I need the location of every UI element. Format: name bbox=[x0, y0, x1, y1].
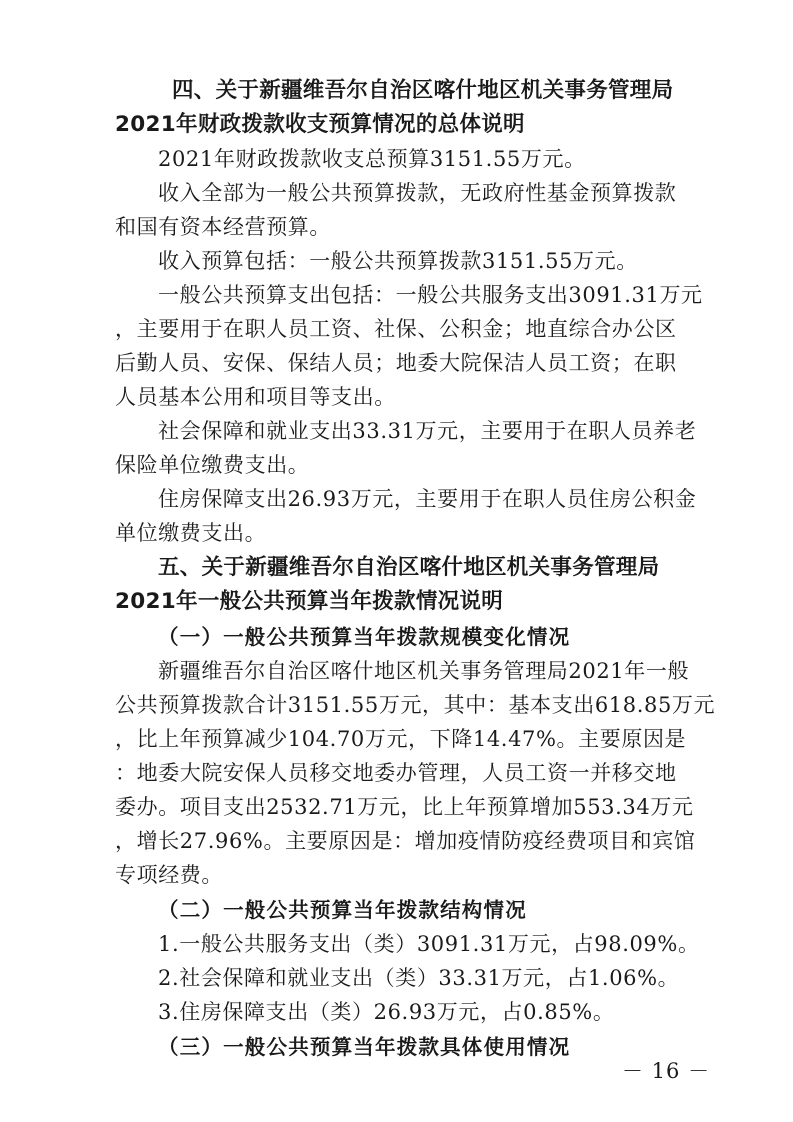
section4-paragraph: 后勤人员、安保、保结人员；地委大院保洁人员工资；在职 bbox=[115, 351, 677, 375]
structure-list-item: 3.住房保障支出（类）26.93万元，占0.85%。 bbox=[158, 1000, 615, 1024]
structure-list-item: 2.社会保障和就业支出（类）33.31万元，占1.06%。 bbox=[158, 966, 680, 990]
section4-paragraph: 住房保障支出26.93万元，主要用于在职人员住房公积金 bbox=[158, 487, 697, 511]
section4-paragraph: 收入全部为一般公共预算拨款，无政府性基金预算拨款 bbox=[158, 181, 677, 205]
section4-paragraph: 人员基本公用和项目等支出。 bbox=[115, 385, 396, 409]
section4-paragraph: 保险单位缴费支出。 bbox=[115, 453, 310, 477]
section4-paragraph: 2021年财政拨款收支总预算3151.55万元。 bbox=[158, 147, 586, 171]
page-number: － 16 － bbox=[622, 1059, 711, 1083]
subsection2-heading: （二）一般公共预算当年拨款结构情况 bbox=[158, 898, 527, 922]
subsection1-paragraph: 专项经费。 bbox=[115, 863, 223, 887]
section4-paragraph: 社会保障和就业支出33.31万元，主要用于在职人员养老 bbox=[158, 419, 697, 443]
subsection1-heading: （一）一般公共预算当年拨款规模变化情况 bbox=[158, 625, 571, 649]
section5-title-line1: 五、关于新疆维吾尔自治区喀什地区机关事务管理局 bbox=[158, 555, 660, 580]
subsection1-paragraph: 新疆维吾尔自治区喀什地区机关事务管理局2021年一般 bbox=[158, 659, 690, 683]
section4-title-line1: 四、关于新疆维吾尔自治区喀什地区机关事务管理局 bbox=[172, 78, 674, 103]
section4-paragraph: 收入预算包括：一般公共预算拨款3151.55万元。 bbox=[158, 249, 638, 273]
subsection1-paragraph: ：地委大院安保人员移交地委办管理，人员工资一并移交地 bbox=[115, 761, 677, 785]
subsection3-heading: （三）一般公共预算当年拨款具体使用情况 bbox=[158, 1035, 571, 1059]
section4-paragraph: 和国有资本经营预算。 bbox=[115, 215, 331, 239]
subsection1-paragraph: ，比上年预算减少104.70万元，下降14.47%。主要原因是 bbox=[115, 727, 687, 751]
section4-paragraph: 单位缴费支出。 bbox=[115, 521, 267, 545]
section4-title-line2: 2021年财政拨款收支预算情况的总体说明 bbox=[115, 112, 525, 137]
section4-paragraph: 一般公共预算支出包括：一般公共服务支出3091.31万元 bbox=[158, 283, 703, 307]
subsection1-paragraph: 公共预算拨款合计3151.55万元，其中：基本支出618.85万元 bbox=[115, 693, 716, 717]
section5-title-line2: 2021年一般公共预算当年拨款情况说明 bbox=[115, 589, 504, 614]
subsection1-paragraph: 委办。项目支出2532.71万元，比上年预算增加553.34万元 bbox=[115, 795, 694, 819]
structure-list-item: 1.一般公共服务支出（类）3091.31万元，占98.09%。 bbox=[158, 932, 700, 956]
section4-paragraph: ，主要用于在职人员工资、社保、公积金；地直综合办公区 bbox=[115, 317, 677, 341]
subsection1-paragraph: ，增长27.96%。主要原因是：增加疫情防疫经费项目和宾馆 bbox=[115, 829, 696, 853]
